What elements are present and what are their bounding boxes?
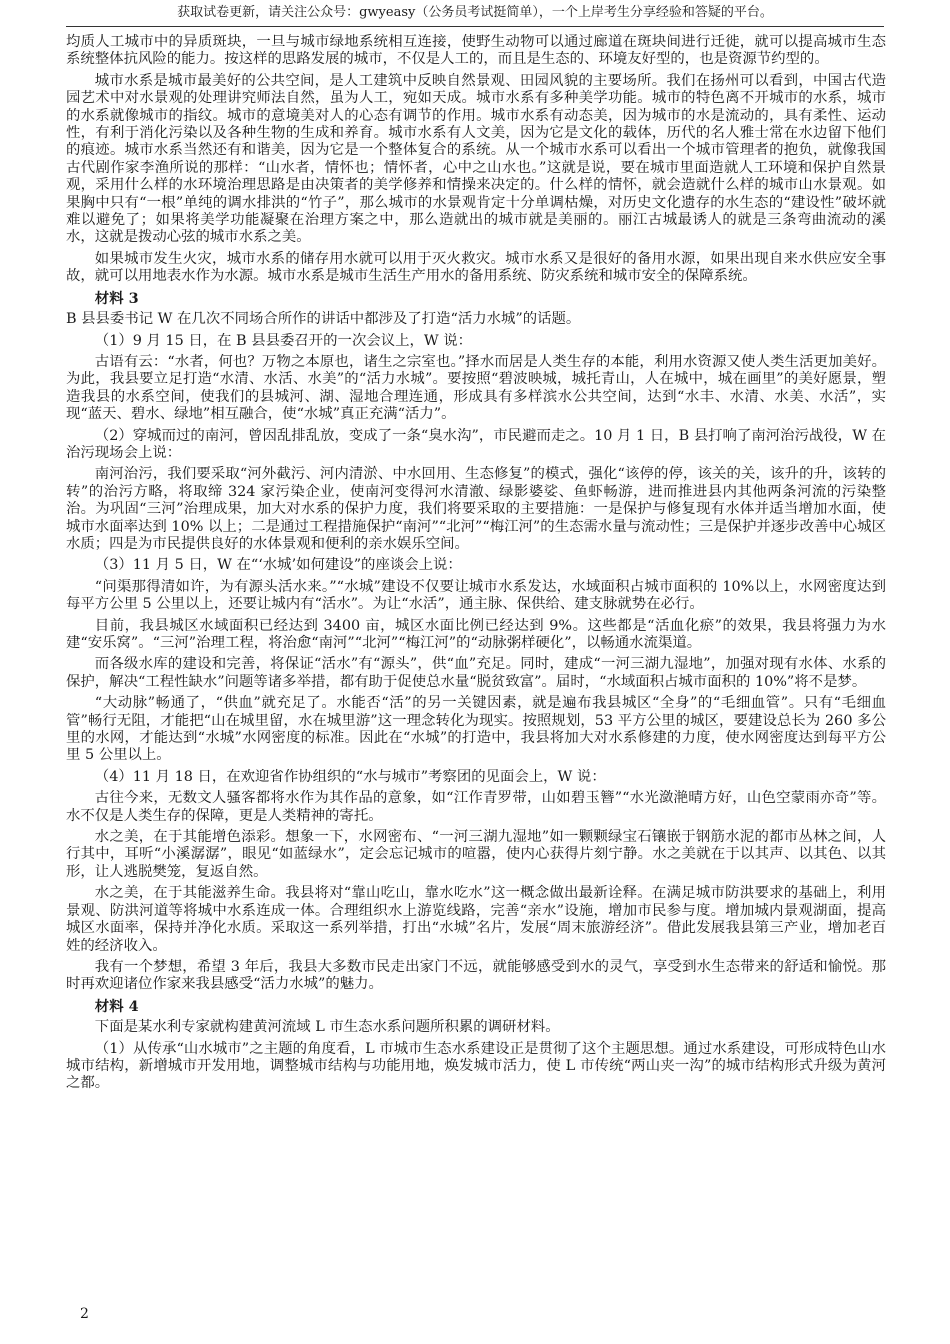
paragraph: B 县县委书记 W 在几次不同场合所作的讲话中都涉及了打造“活力水城”的话题。 — [66, 311, 581, 328]
paragraph: （2）穿城而过的南河，曾因乱排乱放，变成了一条“臭水沟”，市民避而走之。10 月 1 日，B 县打响了南河治污战役，W 在治污现场会上说： — [66, 427, 886, 461]
paragraph: 均质人工城市中的异质斑块，一旦与城市绿地系统相互连接，使野生动物可以通过廊道在斑块间进行迁徙，就可以提高城市生态系统整体抗风险的能力。按这样的思路发展的城市，不仅是人工的，而且是生态的、环境友好型的，也是资源节约型的。 — [66, 34, 886, 68]
paragraph: 下面是某水利专家就构建黄河流域 L 市生态水系问题所积累的调研材料。 — [94, 1019, 560, 1036]
paragraph: 我有一个梦想，希望 3 年后，我县大多数市民走出家门不远，就能够感受到水的灵气，享受到水生态带来的舒适和愉悦。那时再欢迎诸位作家来我县感受“活力水城”的魅力。 — [66, 958, 886, 993]
paragraph: 水之美，在于其能增色添彩。想象一下，水网密布、“一河三湖九湿地”如一颗颗绿宝石镶嵌于钢筋水泥的都市丛林之间，人行其中，耳听“小溪潺潺”，眼见“如蓝绿水”，定会忘记城市的喧嚣，使内心获得片刻宁静。水之美就在于以其声、以其色、以其形，让人逃脱樊笼，复返自然。 — [66, 829, 886, 880]
header-text: 获取试卷更新，请关注公众号：gwyeasy（公务员考试挺简单），一个上岸考生分享经验和答疑的平台。 — [177, 5, 773, 20]
paragraph: “问渠那得清如许，为有源头活水来。”“水城”建设不仅要让城市水系发达，水域面积占城市面积的 10%以上，水网密度达到每平方公里 5 公里以上，还要让城内有“活水”。为让“水活”，通主脉、保供给、建支脉就势在必行。 — [66, 578, 886, 613]
page-header — [66, 0, 884, 27]
paragraph: （3）11 月 5 日，W 在“‘水城’如何建设”的座谈会上说： — [94, 557, 462, 574]
paragraph: 目前，我县城区水域面积已经达到 3400 亩，城区水面比例已经达到 9%。这些都是“活血化瘀”的效果，我县将强力为水建“安乐窝”。“三河”治理工程，将治愈“南河”“北河”“梅江河”的“动脉粥样硬化”，以畅通水流渠道。 — [66, 617, 886, 651]
paragraph: （1）9 月 15 日，在 B 县县委召开的一次会议上，W 说： — [94, 332, 473, 349]
section-heading-material-3: 材料 3 — [94, 289, 139, 307]
paragraph: （4）11 月 18 日，在欢迎省作协组织的“水与城市”考察团的见面会上，W 说： — [94, 768, 606, 785]
paragraph: 古往今来，无数文人骚客都将水作为其作品的意象，如“江作青罗带，山如碧玉簪”“水光潋滟晴方好，山色空蒙雨亦奇”等。水不仅是人类生存的保障，更是人类精神的寄托。 — [66, 790, 886, 824]
paragraph: 古语有云：“水者，何也？万物之本原也，诸生之宗室也。”择水而居是人类生存的本能，利用水资源又使人类生活更加美好。为此，我县要立足打造“水清、水活、水美”的“活力水城”。要按照“碧波映城，城托青山，人在城中，城在画里”的美好愿景，塑造我县的水系空间，使我们的县城河、湖、湿地合理连通，形成具有多样滨水公共空间，达到“水丰、水清、水美、水活”，实现“蓝天、碧水、绿地”相互融合，使“水城”真正充满“活力”。 — [66, 353, 886, 423]
document-body — [66, 34, 886, 1097]
page-number: 2 — [80, 1306, 89, 1322]
paragraph: 水之美，在于其能滋养生命。我县将对“靠山吃山，靠水吃水”这一概念做出最新诠释。在满足城市防洪要求的基础上，利用景观、防洪河道等将城中水系连成一体。合理组织水上游览线路，完善“亲水”设施，增加市民参与度。增加城内景观湖面，提高城区水面率，保持并净化水质。采取这一系列举措，打出“水城”名片，发展“周末旅游经济”。借此发展我县第三产业，增加老百姓的经济收入。 — [66, 885, 886, 954]
section-heading-material-4: 材料 4 — [94, 997, 139, 1015]
paragraph: 而各级水库的建设和完善，将保证“活水”有“源头”，供“血”充足。同时，建成“一河三湖九湿地”，加强对现有水体、水系的保护，解决“工程性缺水”问题等诸多举措，都有助于促使总水量“脱贫致富”。届时，“水域面积占城市面积的 10%”将不是梦。 — [66, 656, 886, 690]
paragraph: 如果城市发生火灾，城市水系的储存用水就可以用于灭火救灾。城市水系又是很好的备用水源，如果出现自来水供应安全事故，就可以用地表水作为水源。城市水系是城市生活生产用水的备用系统、防灾系统和城市安全的保障系统。 — [66, 250, 886, 285]
paragraph: （1）从传承“山水城市”之主题的角度看，L 市城市生态水系建设正是贯彻了这个主题思想。通过水系建设，可形成特色山水城市结构，新增城市开发用地，调整城市结构与功能用地，焕发城市活力，使 L 市传统“两山夹一沟”的城市结构形式升级为黄河之都。 — [66, 1040, 886, 1092]
paragraph: 南河治污，我们要采取“河外截污、河内清淤、中水回用、生态修复”的模式，强化“该停的停，该关的关，该升的升，该转的转”的治污方略，将取缔 324 家污染企业，使南河变得河水清澈、绿影婆娑、鱼虾畅游，进而推进县内其他两条河流的污染整治。为巩固“三河”治理成果，加大对水系的保护力度，我们将要采取的主要措施：一是保护与修复现有水体并适当增加水面，使城市水面率达到 10% 以上；二是通过工程措施保护“南河”“北河”“梅江河”的生态需水量与流动性；三是保护并逐步改善中心城区水质；四是为市民提供良好的水体景观和便利的亲水娱乐空间。 — [66, 466, 886, 552]
paragraph: 城市水系是城市最美好的公共空间，是人工建筑中反映自然景观、田园风貌的主要场所。我们在扬州可以看到，中国古代造园艺术中对水景观的处理讲究师法自然，虽为人工，宛如天成。城市水系有多种美学功能。城市的特色离不开城市的水系，城市的水系就像城市的指纹。城市的意境美对人的心态有调节的作用。城市水系有动态美，因为城市的水是流动的，具有柔性、运动性，有利于消化污染以及各种生物的生成和养育。城市水系有人文美，因为它是文化的载体，历代的名人雅士常在水边留下他们的痕迹。城市水系当然还有和谐美，因为它是一个整体复合的系统。从一个城市水系可以看出一个城市管理者的抱负，就像我国古代剧作家李渔所说的那样：“山水者，情怀也；情怀者，心中之山水也。”这就是说，要在城市里面造就人工环境和保护自然景观，采用什么样的水环境治理思路是由决策者的美学修养和情操来决定的。什么样的情怀，就会造就什么样的城市山水景观。如果胸中只有“一根”单纯的调水排洪的“竹子”，那么城市的水景观肯定十分单调枯燥，对历史文化遗存的水生态的“建设性”破坏就难以避免了；如果将美学功能凝聚在治理方案之中，那么造就出的城市就是美丽的。丽江古城最诱人的就是三条弯曲流动的溪水，这就是拨动心弦的城市水系之美。 — [66, 72, 886, 246]
paragraph: “大动脉”畅通了，“供血”就充足了。水能否“活”的另一关键因素，就是遍布我县城区“全身”的“毛细血管”。只有“毛细血管”畅行无阻，才能把“山在城里留，水在城里游”这一理念转化为现实。按照规划，53 平方公里的城区，要建设总长为 260 多公里的水网，才能达到“水城”水网密度的标准。因此在“水城”的打造中，我县将加大对水系修建的力度，使水网密度达到每平方公里 5 公里以上。 — [66, 695, 886, 764]
